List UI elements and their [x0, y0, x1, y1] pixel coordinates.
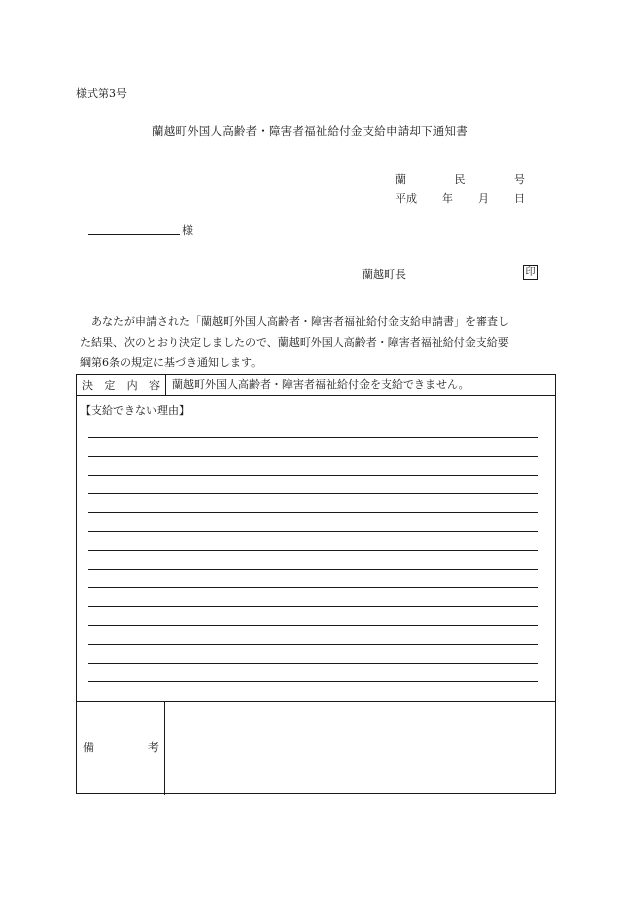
reason-write-line[interactable]: [88, 606, 538, 607]
decision-label: [77, 375, 166, 395]
reason-area[interactable]: [77, 396, 555, 702]
reason-write-line[interactable]: [88, 625, 538, 626]
notice-body-line-2: た結果、次のとおり決定しましたので、蘭越町外国人高齢者・障害者福祉給付金支給要: [80, 335, 509, 349]
reason-write-line[interactable]: [88, 531, 538, 532]
reason-write-line[interactable]: [88, 437, 538, 438]
notice-body-line-1: あなたが申請された「蘭越町外国人高齢者・障害者福祉給付金支給申請書」を審査し: [80, 315, 509, 328]
reason-write-line[interactable]: [88, 493, 538, 494]
decision-value: 蘭越町外国人高齢者・障害者福祉給付金を支給できません。: [172, 378, 470, 391]
decision-label-char: 容: [148, 379, 160, 392]
notice-body-line-3: 綱第6条の規定に基づき通知します。: [80, 356, 263, 369]
seal-stamp: 印: [523, 265, 538, 280]
decision-form-table: [76, 374, 556, 794]
decision-label-char: 定: [104, 379, 116, 392]
notice-body: [80, 312, 555, 374]
remarks-label: [77, 702, 165, 795]
date-year: 年: [442, 192, 453, 205]
decision-label-char: 決: [82, 379, 93, 392]
addressee-name-line[interactable]: [88, 234, 180, 235]
issuer: 蘭越町長: [362, 268, 406, 281]
reason-write-line[interactable]: [88, 456, 538, 457]
reason-write-line[interactable]: [88, 550, 538, 551]
reference-char-3: 号: [514, 173, 525, 186]
form-number: 様式第3号: [76, 87, 127, 100]
reason-write-line[interactable]: [88, 512, 538, 513]
remarks-label-char-2: 考: [148, 741, 159, 754]
reason-heading: 【支給できない理由】: [80, 404, 190, 417]
reason-write-line[interactable]: [88, 475, 538, 476]
reason-write-line[interactable]: [88, 587, 538, 588]
remarks-label-char-1: 備: [83, 741, 94, 754]
reference-char-2: 民: [454, 173, 466, 186]
reason-write-line[interactable]: [88, 663, 538, 664]
reason-write-line[interactable]: [88, 569, 538, 570]
remarks-field[interactable]: [166, 702, 555, 793]
date-era: 平成: [395, 192, 417, 205]
reference-char-1: 蘭: [395, 173, 406, 186]
reason-write-line[interactable]: [88, 681, 538, 682]
reason-write-line[interactable]: [88, 644, 538, 645]
document-title: 蘭越町外国人高齢者・障害者福祉給付金支給申請却下通知書: [152, 124, 468, 138]
date-month: 月: [478, 192, 489, 205]
reference-number: [395, 171, 525, 187]
addressee-suffix: 様: [182, 224, 193, 237]
issue-date: [395, 190, 525, 206]
date-day: 日: [514, 192, 525, 205]
decision-row: [77, 375, 555, 396]
decision-label-char: 内: [126, 379, 138, 392]
